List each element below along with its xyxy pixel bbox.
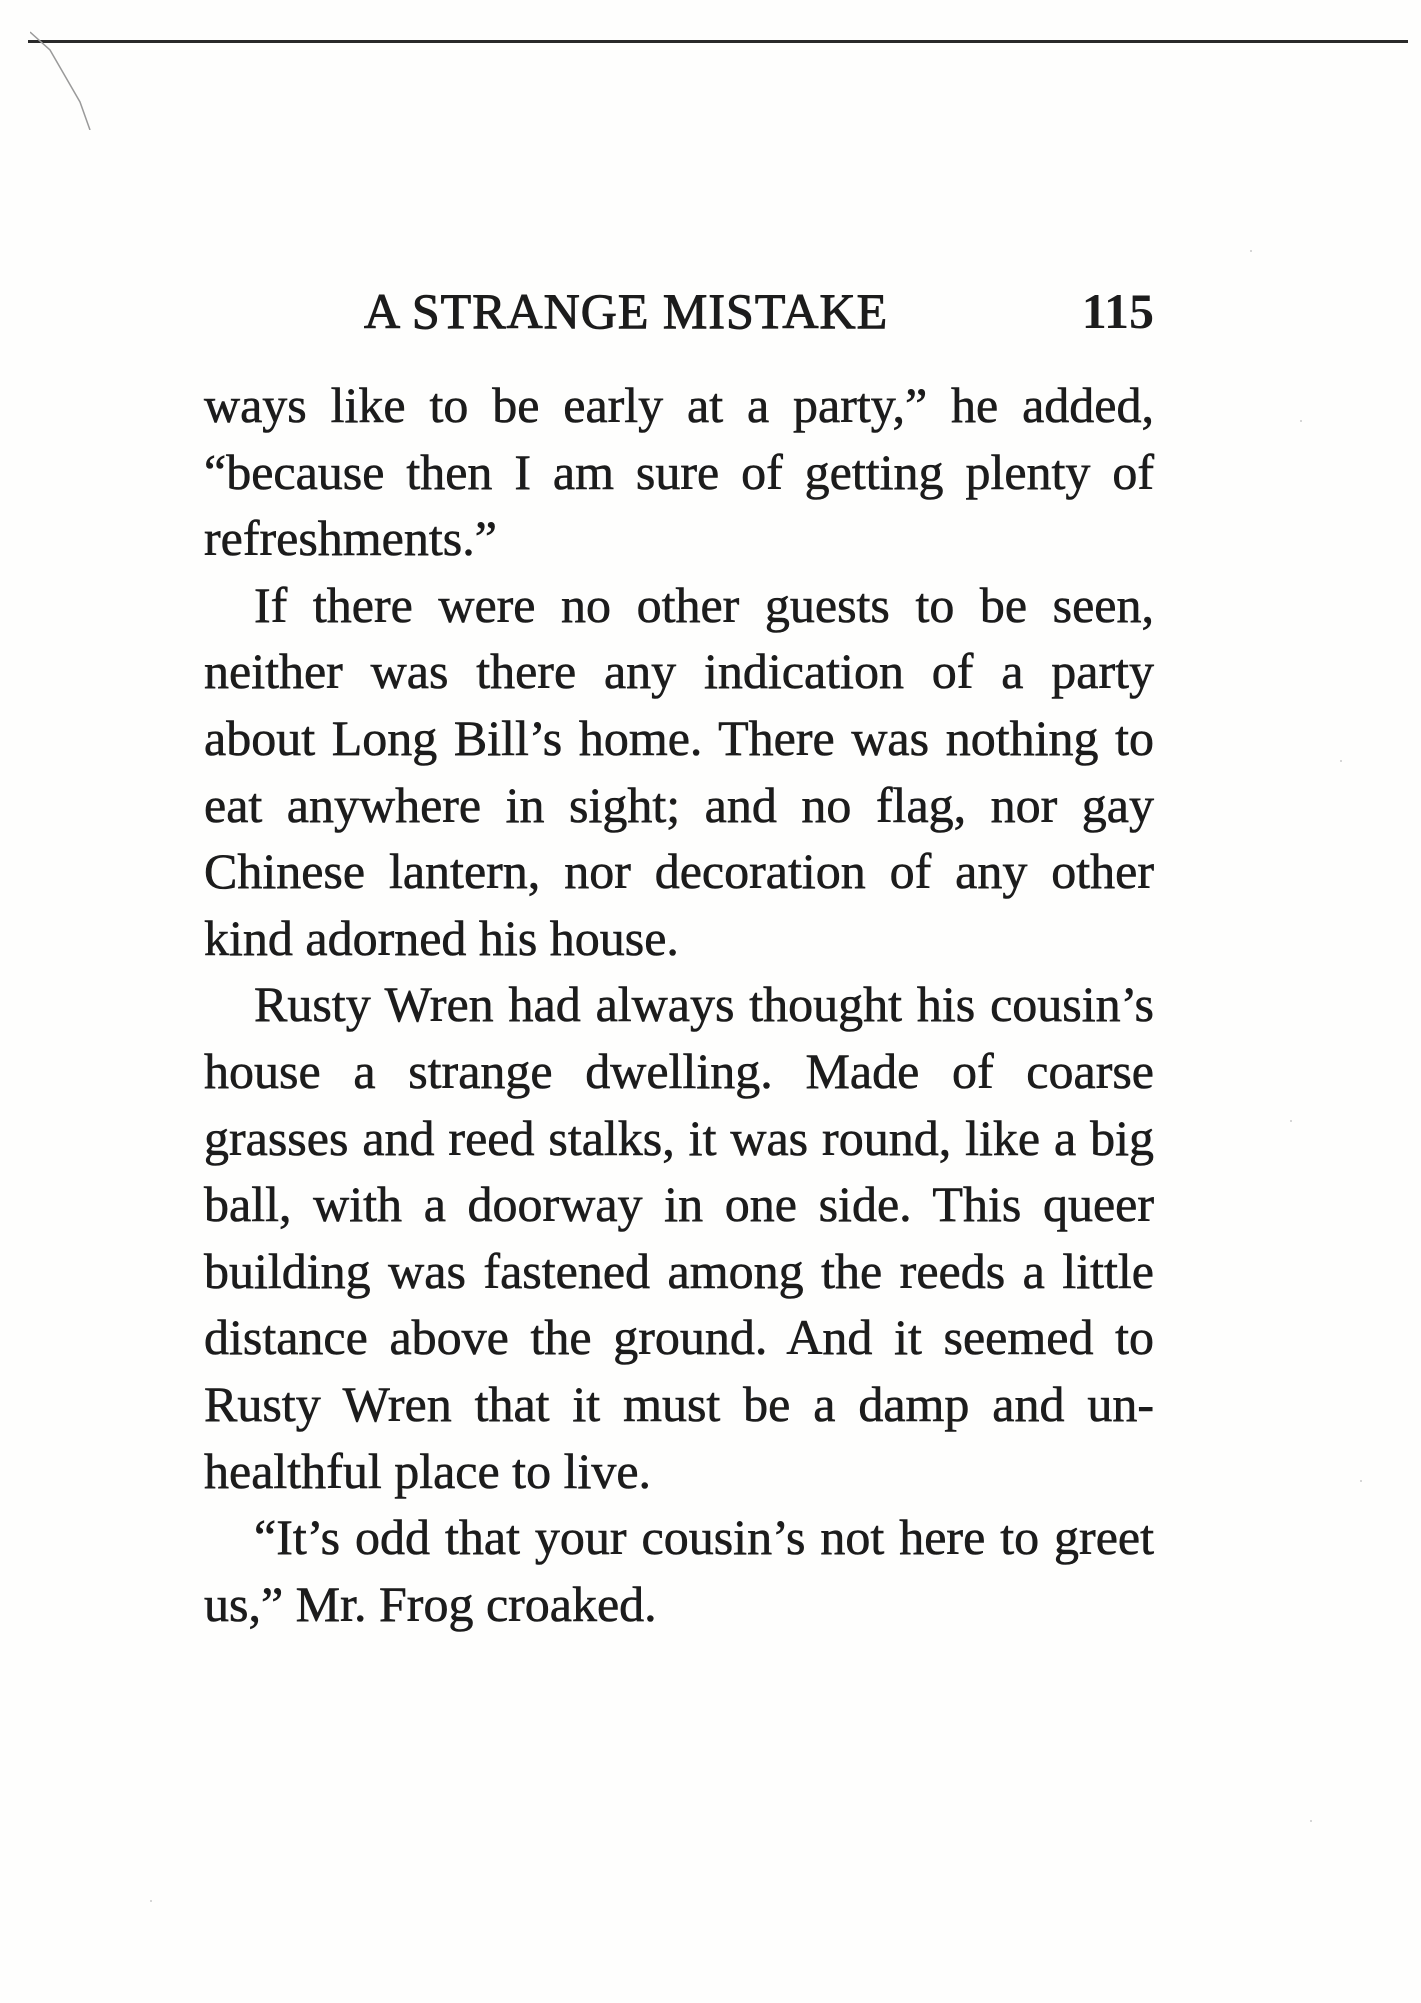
paragraph: Rusty Wren had always thought his cousin’s house a strange dwelling. Made of coarse grasses and reed stalks, it was round, like a big ball, with a doorway in one side. This queer building was fastened among the reeds a little distance above the ground. And it seemed to Rusty Wren that it must be a damp and unhealthful place to live. — [204, 976, 1154, 1499]
scan-mark — [30, 30, 100, 130]
paragraph: “It’s odd that your cousin’s not here to greet us,” Mr. Frog croaked. — [204, 1509, 1154, 1632]
page-number: 115 — [1081, 283, 1154, 339]
paragraph: If there were no other guests to be seen, neither was there any indication of a party about Long Bill’s home. There was nothing to eat anywhere in sight; and no flag, nor gay Chinese lantern, nor decoration of any other kind adorned his house. — [204, 576, 1154, 966]
page-top-edge — [28, 40, 1408, 43]
paragraph: ways like to be early at a party,” he added, “because then I am sure of getting plenty of refreshments.” — [204, 377, 1154, 567]
chapter-title: A STRANGE MISTAKE — [364, 283, 889, 339]
body-text — [204, 372, 1154, 1637]
running-head — [204, 282, 1154, 346]
